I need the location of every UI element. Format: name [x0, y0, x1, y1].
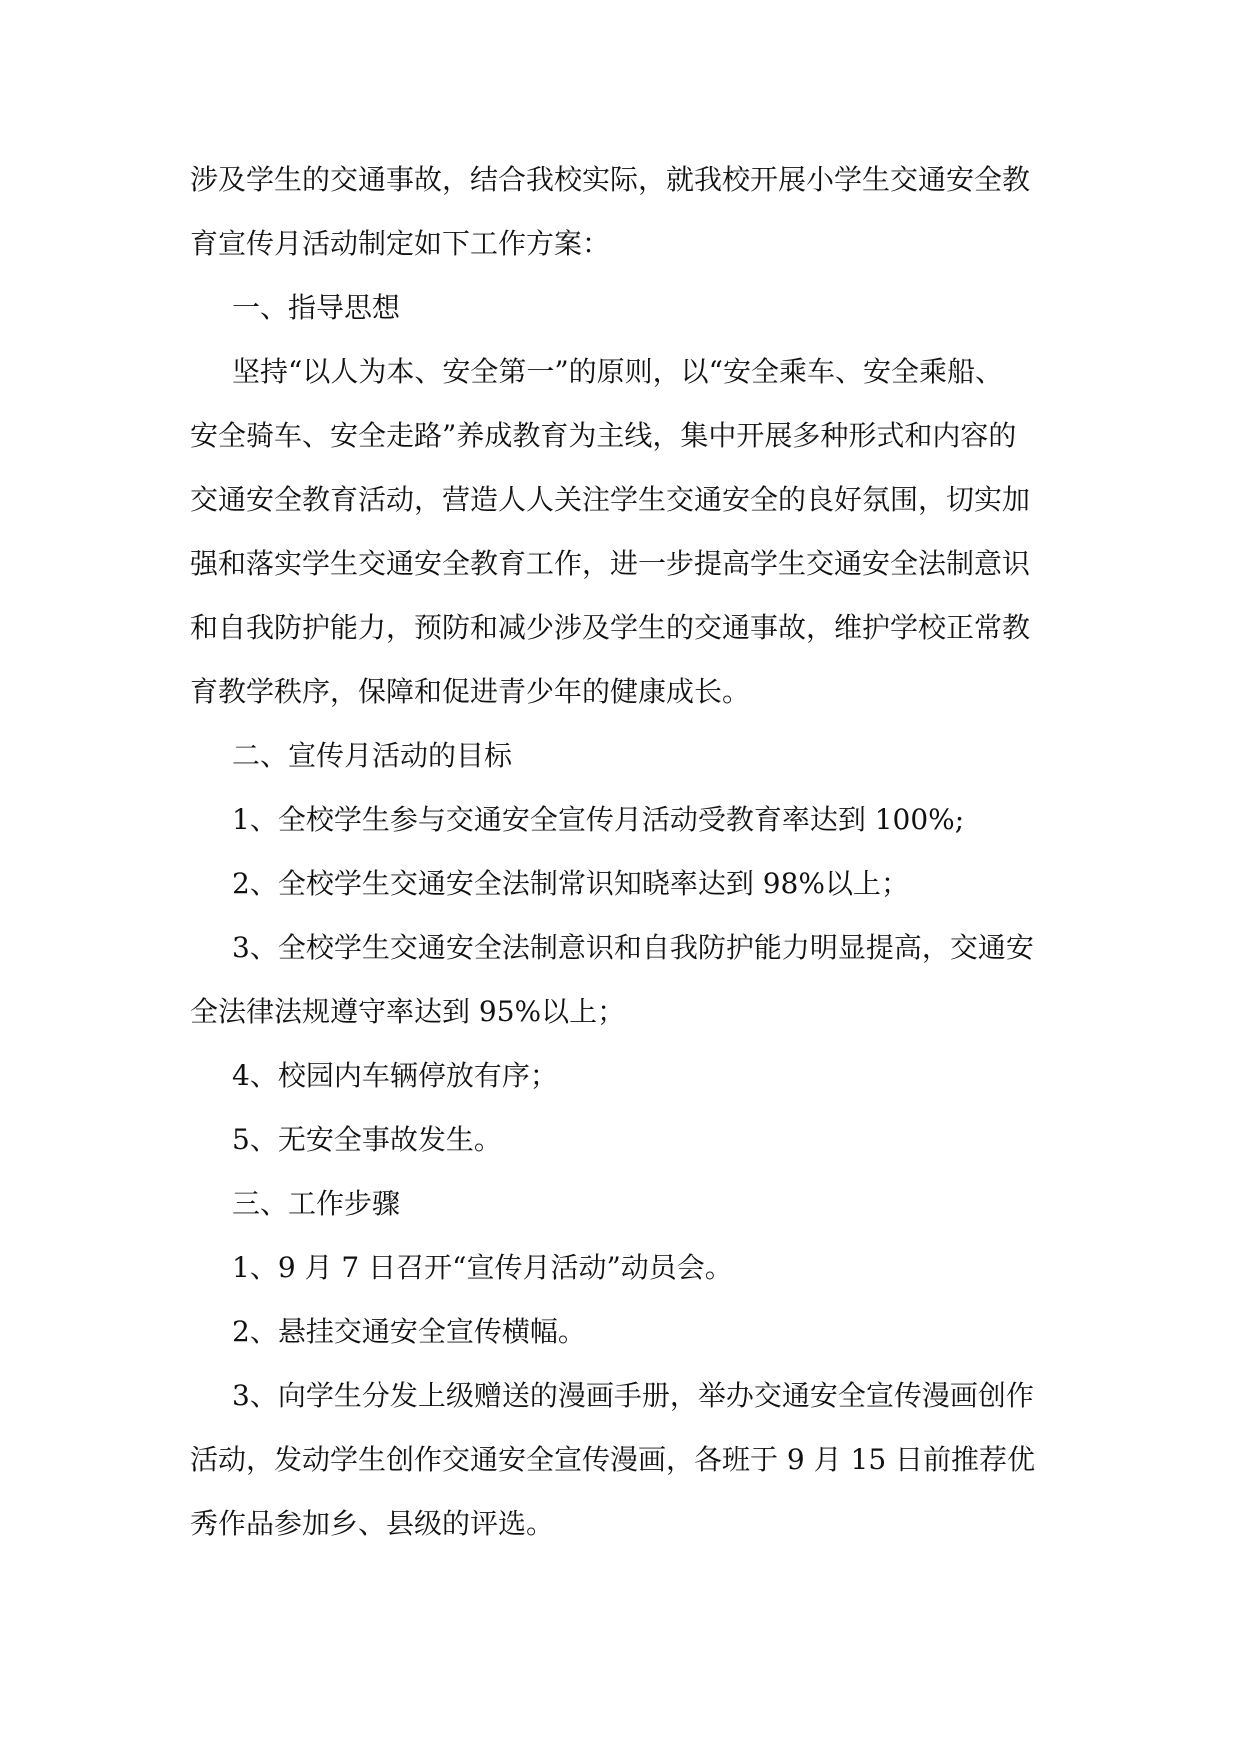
paragraph-line: 育教学秩序，保障和促进青少年的健康成长。 — [190, 675, 751, 708]
goal-item-3-continued: 全法律法规遵守率达到 95%以上； — [190, 995, 626, 1028]
paragraph-line: 和自我防护能力，预防和减少涉及学生的交通事故，维护学校正常教 — [190, 611, 1031, 644]
goal-item-4: 4、校园内车辆停放有序； — [232, 1059, 558, 1092]
step-item-3-continued: 活动，发动学生创作交通安全宣传漫画，各班于 9 月 15 日前推荐优 — [190, 1443, 1036, 1476]
step-item-3-continued: 秀作品参加乡、县级的评选。 — [190, 1507, 555, 1540]
step-item-1: 1、9 月 7 日召开“宣传月活动”动员会。 — [232, 1251, 733, 1284]
section-heading-guiding-ideology: 一、指导思想 — [232, 291, 401, 324]
step-item-2: 2、悬挂交通安全宣传横幅。 — [232, 1315, 586, 1348]
goal-item-5: 5、无安全事故发生。 — [232, 1123, 502, 1156]
step-item-3: 3、向学生分发上级赠送的漫画手册，举办交通安全宣传漫画创作 — [232, 1379, 1034, 1412]
section-heading-goals: 二、宣传月活动的目标 — [232, 739, 513, 772]
paragraph-line: 强和落实学生交通安全教育工作，进一步提高学生交通安全法制意识 — [190, 547, 1031, 580]
body-text-line: 涉及学生的交通事故，结合我校实际，就我校开展小学生交通安全教 — [190, 163, 1031, 196]
document-body — [190, 161, 1060, 1569]
paragraph-line: 安全骑车、安全走路”养成教育为主线，集中开展多种形式和内容的 — [190, 419, 1017, 452]
goal-item-1: 1、全校学生参与交通安全宣传月活动受教育率达到 100%; — [232, 803, 965, 836]
body-text-line: 育宣传月活动制定如下工作方案： — [190, 227, 611, 260]
goal-item-2: 2、全校学生交通安全法制常识知晓率达到 98%以上； — [232, 867, 909, 900]
section-heading-work-steps: 三、工作步骤 — [232, 1187, 401, 1220]
goal-item-3: 3、全校学生交通安全法制意识和自我防护能力明显提高，交通安 — [232, 931, 1034, 964]
paragraph-line: 坚持“以人为本、安全第一”的原则，以“安全乘车、安全乘船、 — [232, 355, 1003, 388]
paragraph-line: 交通安全教育活动，营造人人关注学生交通安全的良好氛围，切实加 — [190, 483, 1031, 516]
